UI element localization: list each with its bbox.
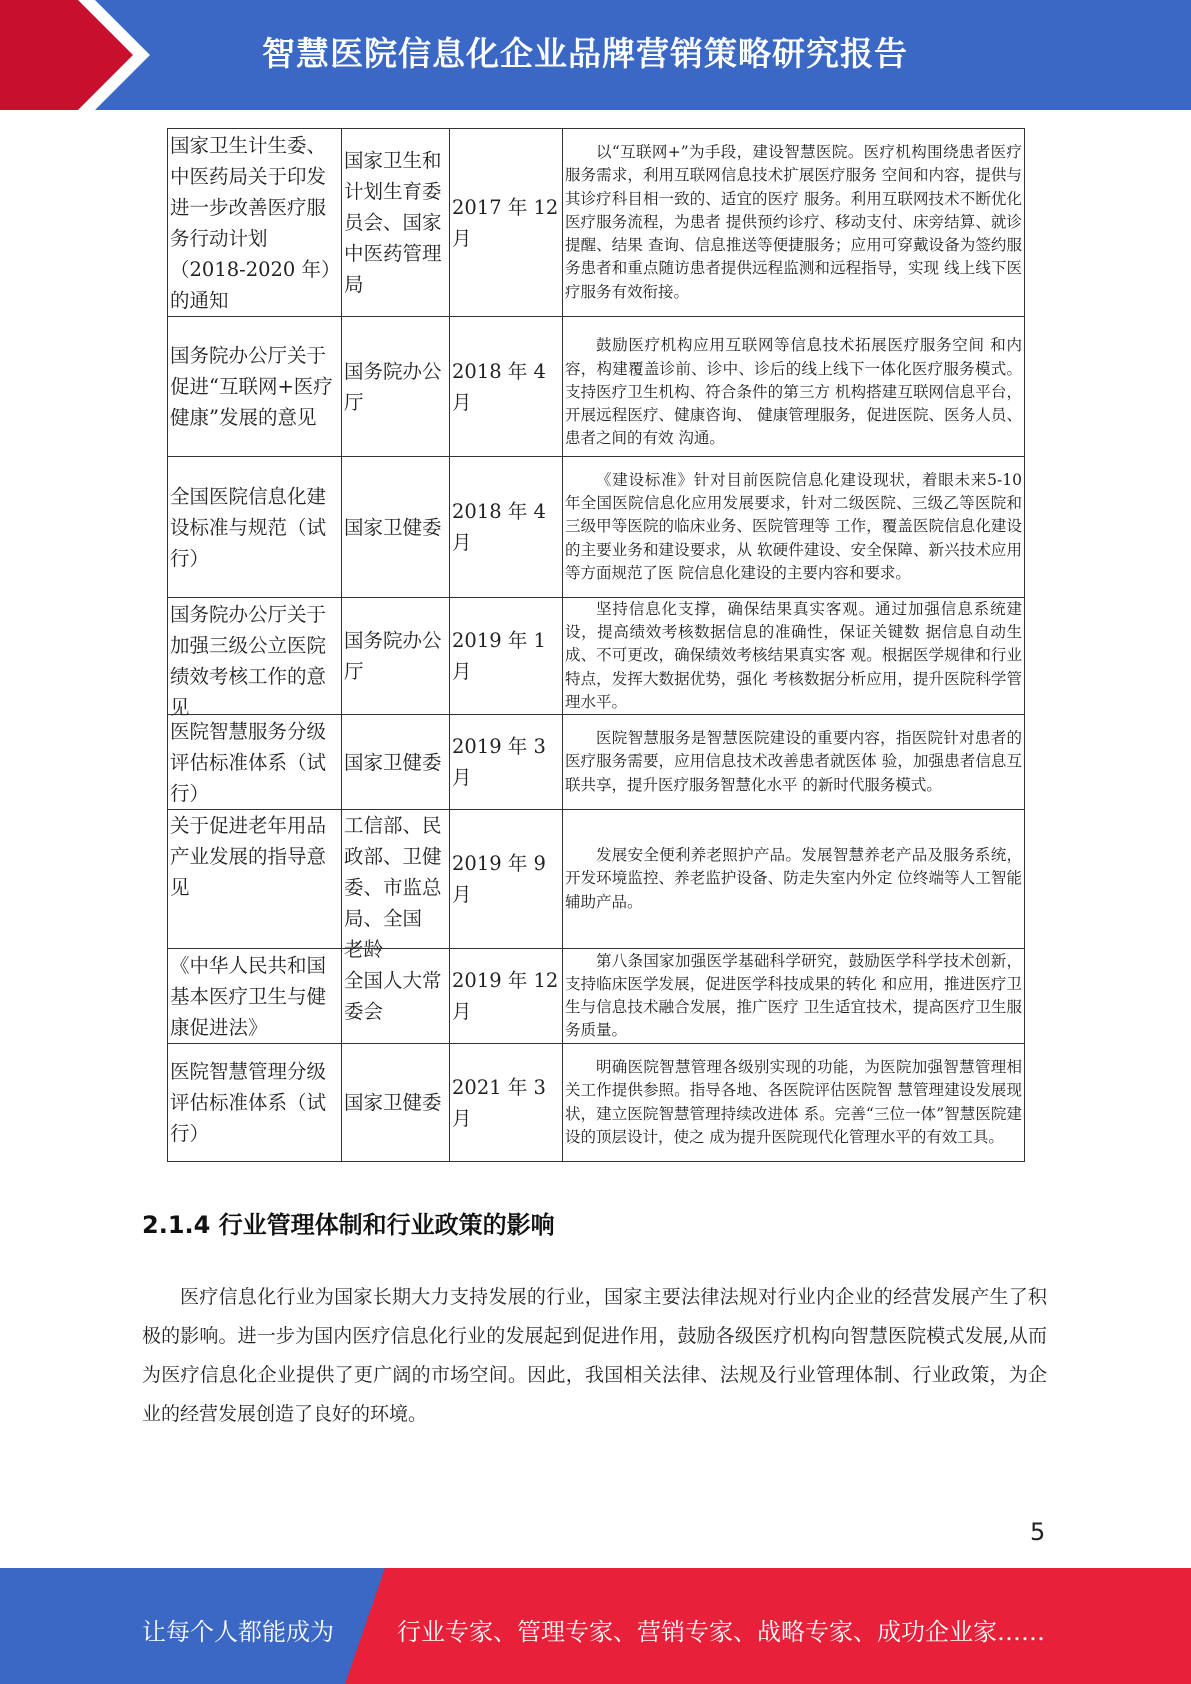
policy-description-cell xyxy=(563,317,1025,457)
policy-name xyxy=(168,810,342,949)
policy-issuer: 国家卫健委 xyxy=(342,1044,450,1162)
policy-issuer: 国务院办公厅 xyxy=(342,598,450,715)
policy-date: 2018 年 4 月 xyxy=(450,317,563,457)
footer-slogan-roles: 行业专家、管理专家、营销专家、战略专家、成功企业家…… xyxy=(397,1618,1045,1646)
policy-date: 2018 年 4 月 xyxy=(450,457,563,598)
policy-name: 全国医院信息化建设标准与规范（试行） xyxy=(168,457,342,598)
table-row xyxy=(168,598,1025,715)
policy-name xyxy=(168,598,342,719)
policy-issuer xyxy=(342,810,450,962)
policy-description-cell xyxy=(563,129,1025,317)
policy-description-cell xyxy=(563,715,1025,810)
policy-description: 明确医院智慧管理各级别实现的功能，为医院加强智慧管理相关工作提供参照。指导各地、各医院评估医院智 慧管理建设发展现状，建立医院智慧管理持续改进体 系。完善“三位一体”智慧医院建设的顶层设计，使之 成为提升医院现代化管理水平的有效工具。 xyxy=(565,1058,1022,1146)
policy-description-cell xyxy=(563,810,1025,949)
policy-name: 医院智慧服务分级评估标准体系（试行） xyxy=(168,715,342,810)
table-row xyxy=(168,457,1025,598)
policy-description: 第八条国家加强医学基础科学研究，鼓励医学科学技术创新，支持临床医学发展，促进医学科技成果的转化 和应用，推进医疗卫生与信息技术融合发展，推广医疗 卫生适宜技术，提高医疗卫生服务质量。 xyxy=(565,951,1022,1040)
page-number: 5 xyxy=(1030,1518,1046,1546)
policy-date: 2019 年 1 月 xyxy=(450,598,563,715)
policy-issuer: 全国人大常委会 xyxy=(342,949,450,1044)
report-title: 智慧医院信息化企业品牌营销策略研究报告 xyxy=(262,34,908,73)
policy-issuer: 国务院办公厅 xyxy=(342,317,450,457)
policy-issuer: 国家卫健委 xyxy=(342,457,450,598)
table-row xyxy=(168,129,1025,317)
policy-date: 2021 年 3 月 xyxy=(450,1044,563,1162)
table-row xyxy=(168,810,1025,949)
policy-description: 坚持信息化支撑，确保结果真实客观。通过加强信息系统建设，提高绩效考核数据信息的准确性，保证关键数 据信息自动生成、不可更改，确保绩效考核结果真实客 观。根据医学规律和行业特点，发挥大数据优势，强化 考核数据分析应用，提升医院科学管理水平。 xyxy=(565,600,1022,711)
policy-date: 2019 年 12 月 xyxy=(450,949,563,1044)
policy-issuer-text: 工信部、民政部、卫健委、市监总 局、全国 老龄 xyxy=(344,814,442,962)
policy-description: 医院智慧服务是智慧医院建设的重要内容，指医院针对患者的医疗服务需要，应用信息技术改善患者就医体 验，加强患者信息互联共享，提升医疗服务智慧化水平 的新时代服务模式。 xyxy=(565,729,1022,794)
policy-date: 2017 年 12 月 xyxy=(450,129,563,317)
section-paragraph: 医疗信息化行业为国家长期大力支持发展的行业，国家主要法律法规对行业内企业的经营发展产生了积极的影响。进一步为国内医疗信息化行业的发展起到促进作用，鼓励各级医疗机构向智慧医院模式发展,从而为医疗信息化企业提供了更广阔的市场空间。因此，我国相关法律、法规及行业管理体制、行业政策，为企业的经营发展创造了良好的环境。 xyxy=(142,1286,1047,1425)
policy-name-text: 国务院办公厅关于加强三级公立医院绩效考核工作的意见 xyxy=(170,602,327,719)
policy-name-text: 关于促进老年用品产业发展的指导意见 xyxy=(170,814,327,900)
table-row xyxy=(168,1044,1025,1162)
policy-name: 国务院办公厅关于促进“互联网+医疗健康”发展的意见 xyxy=(168,317,342,457)
section-heading: 2.1.4 行业管理体制和行业政策的影响 xyxy=(142,1211,555,1239)
policy-description-cell xyxy=(563,1044,1025,1162)
policy-description-cell xyxy=(563,598,1025,715)
policy-issuer: 国家卫健委 xyxy=(342,715,450,810)
policy-description: 《建设标准》针对目前医院信息化建设现状，着眼未来5-10 年全国医院信息化应用发展要求，针对二级医院、三级乙等医院和三级甲等医院的临床业务、医院管理等 工作，覆盖医院信息化建设的主要业务和建设要求，从 软硬件建设、安全保障、新兴技术应用等方面规范了医 院信息化建设的主要内容和要求。 xyxy=(565,470,1022,582)
policy-table xyxy=(167,128,1025,1162)
policy-name: 医院智慧管理分级评估标准体系（试行） xyxy=(168,1044,342,1162)
policy-name: 国家卫生计生委、中医药局关于印发进一步改善医疗服务行动计划（2018-2020 年）的通知 xyxy=(168,129,342,317)
policy-description: 以“互联网+”为手段，建设智慧医院。医疗机构围绕患者医疗服务需求，利用互联网信息技术扩展医疗服务 空间和内容，提供与其诊疗科目相一致的、适宜的医疗 服务。利用互联网技术不断优化医疗服务流程，为患者 提供预约诊疗、移动支付、床旁结算、就诊提醒、结果 查询、信息推送等便捷服务；应用可穿戴设备为签约服 务患者和重点随访患者提供远程监测和远程指导，实现 线上线下医疗服务有效衔接。 xyxy=(565,143,1022,301)
table-row xyxy=(168,317,1025,457)
table-row xyxy=(168,715,1025,810)
policy-description-cell xyxy=(563,457,1025,598)
policy-description-cell xyxy=(563,949,1025,1044)
policy-description: 发展安全便利养老照护产品。发展智慧养老产品及服务系统，开发环境监控、养老监护设备、防走失室内外定 位终端等人工智能辅助产品。 xyxy=(565,846,1022,911)
policy-name: 《中华人民共和国基本医疗卫生与健康促进法》 xyxy=(168,949,342,1044)
policy-description: 鼓励医疗机构应用互联网等信息技术拓展医疗服务空间 和内容，构建覆盖诊前、诊中、诊后的线上线下一体化医疗服务模式。支持医疗卫生机构、符合条件的第三方 机构搭建互联网信息平台，开展远程医疗、健康咨询、 健康管理服务，促进医院、医务人员、患者之间的有效 沟通。 xyxy=(565,336,1022,448)
policy-date: 2019 年 9 月 xyxy=(450,810,563,949)
policy-issuer: 国家卫生和计划生育委员会、国家中医药管理局 xyxy=(342,129,450,317)
page-footer xyxy=(0,1568,1191,1684)
header-arrow-decoration xyxy=(0,0,150,110)
policy-date: 2019 年 3 月 xyxy=(450,715,563,810)
page-header xyxy=(0,0,1191,110)
table-row xyxy=(168,949,1025,1044)
footer-slogan-lead: 让每个人都能成为 xyxy=(142,1618,334,1646)
